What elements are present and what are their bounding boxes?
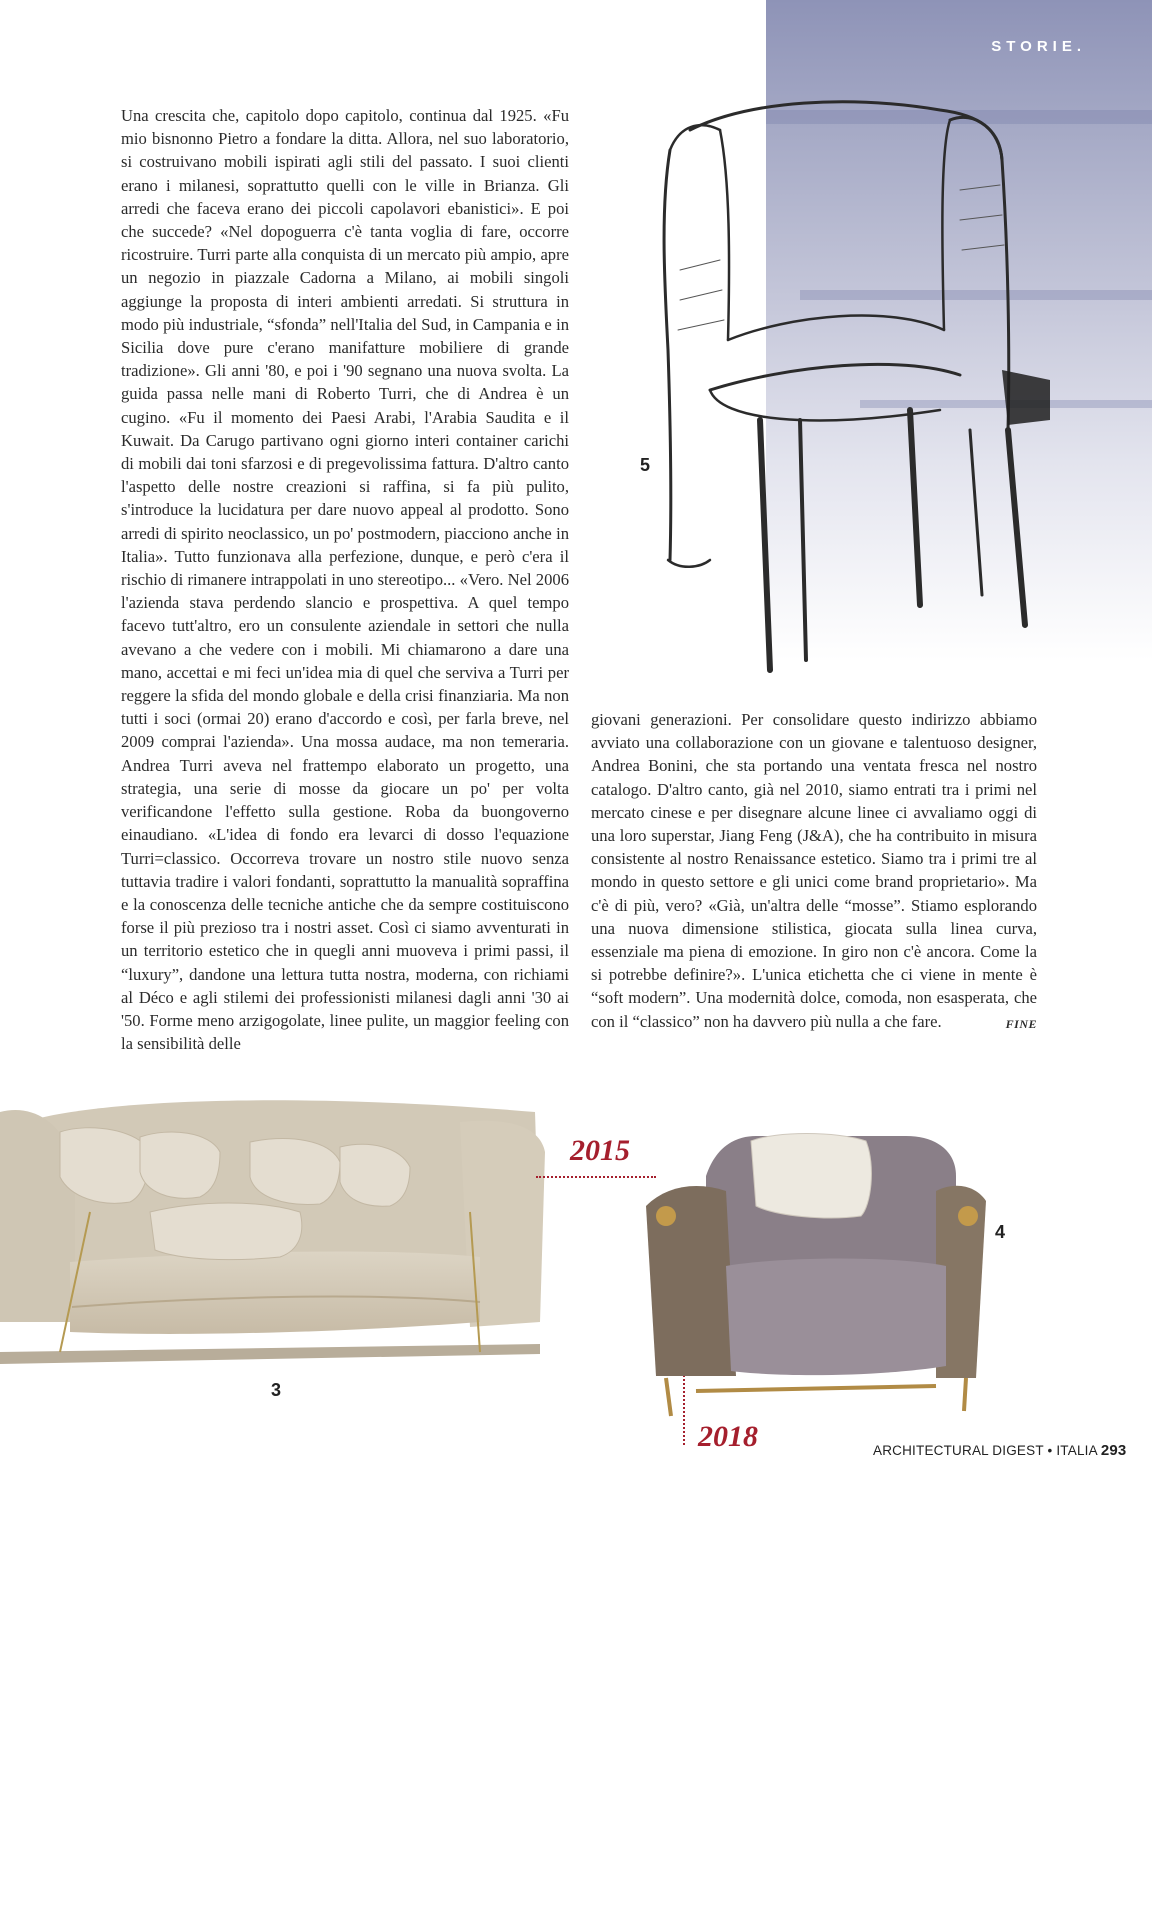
publication-name: ARCHITECTURAL DIGEST • ITALIA <box>873 1443 1098 1458</box>
section-label: STORIE. <box>991 38 1086 55</box>
article-right-column <box>591 708 1037 1036</box>
page-number: 293 <box>1100 1442 1127 1459</box>
sofa-photo <box>0 1092 545 1384</box>
year-label-2018: 2018 <box>698 1420 758 1453</box>
article-text-right <box>591 708 1037 1033</box>
figure-number-4: 4 <box>995 1222 1006 1242</box>
figure-number-5: 5 <box>640 455 651 475</box>
year-label-2015: 2015 <box>570 1134 630 1167</box>
end-mark: FINE <box>1005 1016 1037 1031</box>
chair-sketch-illustration <box>610 90 1090 690</box>
article-text-right-body: giovani generazioni. Per consolidare questo indirizzo abbiamo avviato una collaborazione con un giovane e talentuoso designer, Andrea Bonini, che sta portando una ventata fresca nel nostro catalogo. D'altro canto, già nel 2010, siamo entrati tra i primi nel mercato cinese e per disegnare alcune linee ci avvaliamo oggi di una loro superstar, Jiang Feng (J&A), che ha contribuito in misura consistente al nostro Renaissance estetico. Siamo tra i primi tre al mondo in questo settore e gli unici come brand proprietario». Ma c'è di più, vero? «Già, un'altra delle “mosse”. Stiamo esplorando una nuova dimensione stilistica, giocata sulla linea curva, essenziale ma piena di emozione. In giro non c'è ancora. Come la si potrebbe definire?». L'unica etichetta che ci viene in mente è “soft modern”. Una modernità dolce, comoda, non esasperata, che con il “classico” non ha davvero più nulla a che fare. <box>591 710 1037 1031</box>
armchair-photo <box>636 1116 996 1424</box>
figure-number-3: 3 <box>271 1380 282 1400</box>
page-footer <box>873 1442 1126 1459</box>
article-text-left: Una crescita che, capitolo dopo capitolo, continua dal 1925. «Fu mio bisnonno Pietro a fondare la ditta. Allora, nel suo laboratorio, si costruivano mobili ispirati agli stili del passato. I suoi clienti erano i milanesi, soprattutto quelli con le ville in Brianza. Gli arredi che faceva erano dei piccoli capolavori ebanistici». E poi che succede? «Nel dopoguerra c'è tanta voglia di fare, occorre ricostruire. Turri parte alla conquista di un mercato più ampio, apre un negozio in piazzale Cadorna a Milano, ai mobili singoli aggiunge la proposta di interi ambienti arredati. Si struttura in modo più industriale, “sfonda” nell'Italia del Sud, in Campania e in Sicilia dove pure c'erano manifatture mobiliere di grande tradizione». Gli anni '80, e poi i '90 segnano una nuova svolta. La guida passa nelle mani di Roberto Turri, che di Andrea è un cugino. «Fu il momento dei Paesi Arabi, l'Arabia Saudita e il Kuwait. Da Carugo partivano ogni giorno interi container carichi di mobili dai toni sfarzosi e di pregevolissima fattura. D'altro canto l'aspetto delle nostre creazioni si raffina, si fa più pulito, s'introduce la lucidatura per dare nuovo appeal al prodotto. Sono arredi di spirito neoclassico, un po' postmodern, piacciono anche in Italia». Tutto funzionava alla perfezione, dunque, e però c'era il rischio di rimanere intrappolati in uno stereotipo... «Vero. Nel 2006 l'azienda stava perdendo slancio e prospettiva. A quel tempo facevo tutt'altro, ero un consulente aziendale in settori che nulla avevano a che vedere con i mobili. Mi chiamarono a dare una mano, accettai e mi feci un'idea mia di quel che serviva a Turri per reggere la sfida del mondo globale e della crisi finanziaria. Ma non tutti i soci (ormai 20) erano d'accordo e così, per farla breve, nel 2009 comprai l'azienda». Una mossa audace, ma non temeraria. Andrea Turri aveva nel frattempo elaborato un progetto, una strategia, una serie di mosse da giocare un po' per volta verificandone l'effetto sulla gestione. Roba da buongoverno einaudiano. «L'idea di fondo era levarci di dosso l'equazione Turri=classico. Occorreva trovare un nostro stile nuovo senza tuttavia tradire i valori fondanti, soprattutto la manualità sopraffina e la conoscenza delle tecniche antiche che da sempre costituiscono forse il più prezioso tra i nostri asset. Così ci siamo avventurati in un territorio estetico che in quegli anni muoveva i primi passi, il “luxury”, dandone una lettura tutta nostra, moderna, con richiami al Déco e agli stilemi dei professionisti milanesi dagli anni '30 ai '50. Forme meno arzigogolate, linee pulite, un maggior feeling con la sensibilità delle <box>121 106 569 1054</box>
article-left-column <box>121 104 569 1055</box>
